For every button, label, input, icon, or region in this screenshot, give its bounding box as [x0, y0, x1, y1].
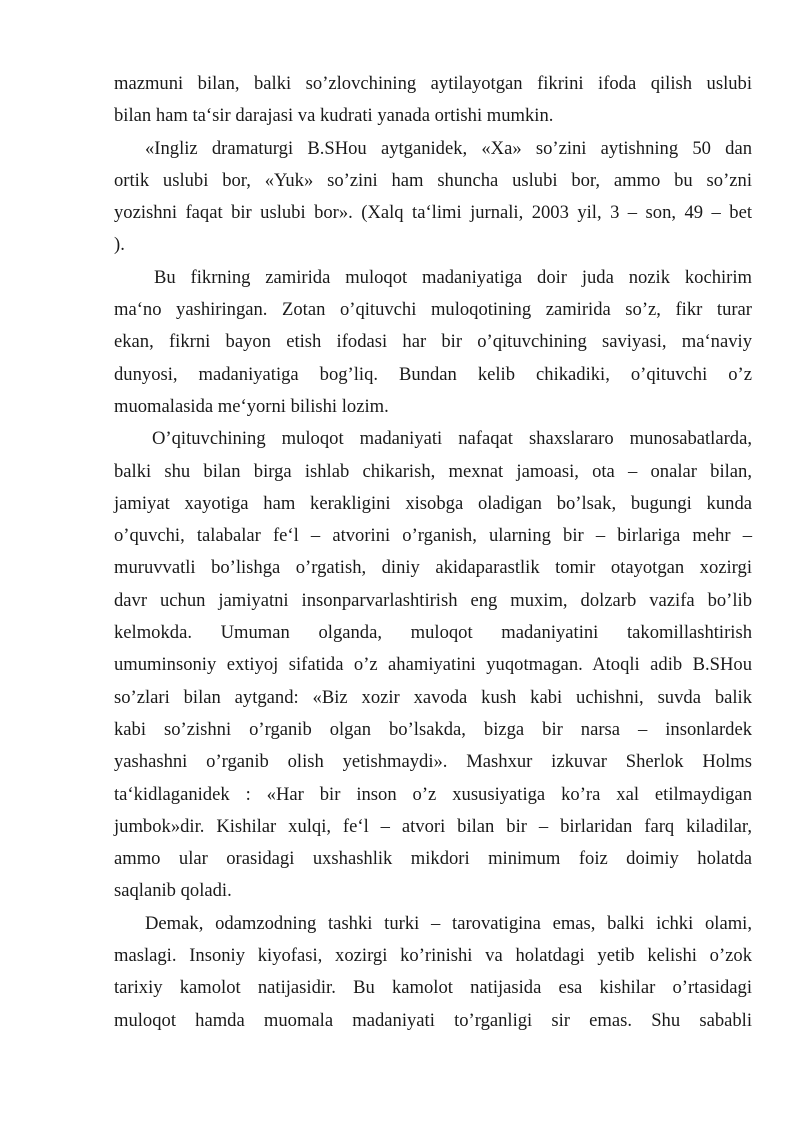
- p4-line-5: muruvvatli bo’lishga o’rgatish, diniy akidaparastlik tomir otayotgan xozirgi: [114, 557, 752, 579]
- p5-line-2: maslagi. Insoniy kiyofasi, xozirgi ko’rinishi va holatdagi yetib kelishi o’zok: [114, 945, 752, 967]
- p5-line-3: tarixiy kamolot natijasidir. Bu kamolot natijasida esa kishilar o’rtasidagi: [114, 977, 752, 999]
- p4-line-10: kabi so’zishni o’rganib olgan bo’lsakda, bizga bir narsa – insonlardek: [114, 718, 752, 740]
- p5-line-1: Demak, odamzodning tashki turki – tarovatigina emas, balki ichki olami,: [145, 912, 752, 934]
- body-text: [114, 68, 752, 1037]
- p3-line-4: dunyosi, madaniyatiga bog’liq. Bundan kelib chikadiki, o’qituvchi o’z: [114, 363, 752, 385]
- p3-line-3: ekan, fikrni bayon etish ifodasi har bir o’qituvchining saviyasi, ma‘naviy: [114, 331, 752, 353]
- p2-line-2: ortik uslubi bor, «Yuk» so’zini ham shuncha uslubi bor, ammo bu so’zni: [114, 169, 752, 191]
- p4-line-8: umuminsoniy extiyoj sifatida o’z ahamiyatini yuqotmagan. Atoqli adib B.SHou: [114, 654, 752, 676]
- p4-line-12: ta‘kidlaganidek : «Har bir inson o’z xususiyatiga ko’ra xal etilmaydigan: [114, 783, 752, 805]
- p3-line-5: muomalasida me‘yorni bilishi lozim.: [114, 395, 389, 417]
- p4-line-6: davr uchun jamiyatni insonparvarlashtirish eng muxim, dolzarb vazifa bo’lib: [114, 589, 752, 611]
- p4-line-3: jamiyat xayotiga ham kerakligini xisobga oladigan bo’lsak, bugungi kunda: [114, 492, 752, 514]
- p4-line-11: yashashni o’rganib olish yetishmaydi». Mashxur izkuvar Sherlok Holms: [114, 751, 752, 773]
- p4-line-1: O’qituvchining muloqot madaniyati nafaqat shaxslararo munosabatlarda,: [152, 428, 752, 450]
- p4-line-7: kelmokda. Umuman olganda, muloqot madaniyatini takomillashtirish: [114, 622, 752, 644]
- p5-line-4: muloqot hamda muomala madaniyati to’rganligi sir emas. Shu sababli: [114, 1009, 752, 1031]
- p2-line-3: yozishni faqat bir uslubi bor». (Xalq ta‘limi jurnali, 2003 yil, 3 – son, 49 – bet: [114, 202, 752, 224]
- p4-line-14: ammo ular orasidagi uxshashlik mikdori minimum foiz doimiy holatda: [114, 848, 752, 870]
- p2-line-1: «Ingliz dramaturgi B.SHou aytganidek, «Xa» so’zini aytishning 50 dan: [145, 137, 752, 159]
- p4-line-15: saqlanib qoladi.: [114, 880, 232, 902]
- p2-line-4: ).: [114, 234, 125, 256]
- p4-line-13: jumbok»dir. Kishilar xulqi, fe‘l – atvori bilan bir – birlaridan farq kiladilar,: [114, 815, 752, 837]
- p4-line-2: balki shu bilan birga ishlab chikarish, mexnat jamoasi, ota – onalar bilan,: [114, 460, 752, 482]
- p3-line-2: ma‘no yashiringan. Zotan o’qituvchi muloqotining zamirida so’z, fikr turar: [114, 299, 752, 321]
- p1-line-2: bilan ham ta‘sir darajasi va kudrati yanada ortishi mumkin.: [114, 105, 554, 127]
- p4-line-9: so’zlari bilan aytgand: «Biz xozir xavoda kush kabi uchishni, suvda balik: [114, 686, 752, 708]
- p1-line-1: mazmuni bilan, balki so’zlovchining aytilayotgan fikrini ifoda qilish uslubi: [114, 73, 752, 94]
- p4-line-4: o’quvchi, talabalar fe‘l – atvorini o’rganish, ularning bir – birlariga mehr –: [114, 525, 752, 547]
- p3-line-1: Bu fikrning zamirida muloqot madaniyatiga doir juda nozik kochirim: [154, 266, 752, 288]
